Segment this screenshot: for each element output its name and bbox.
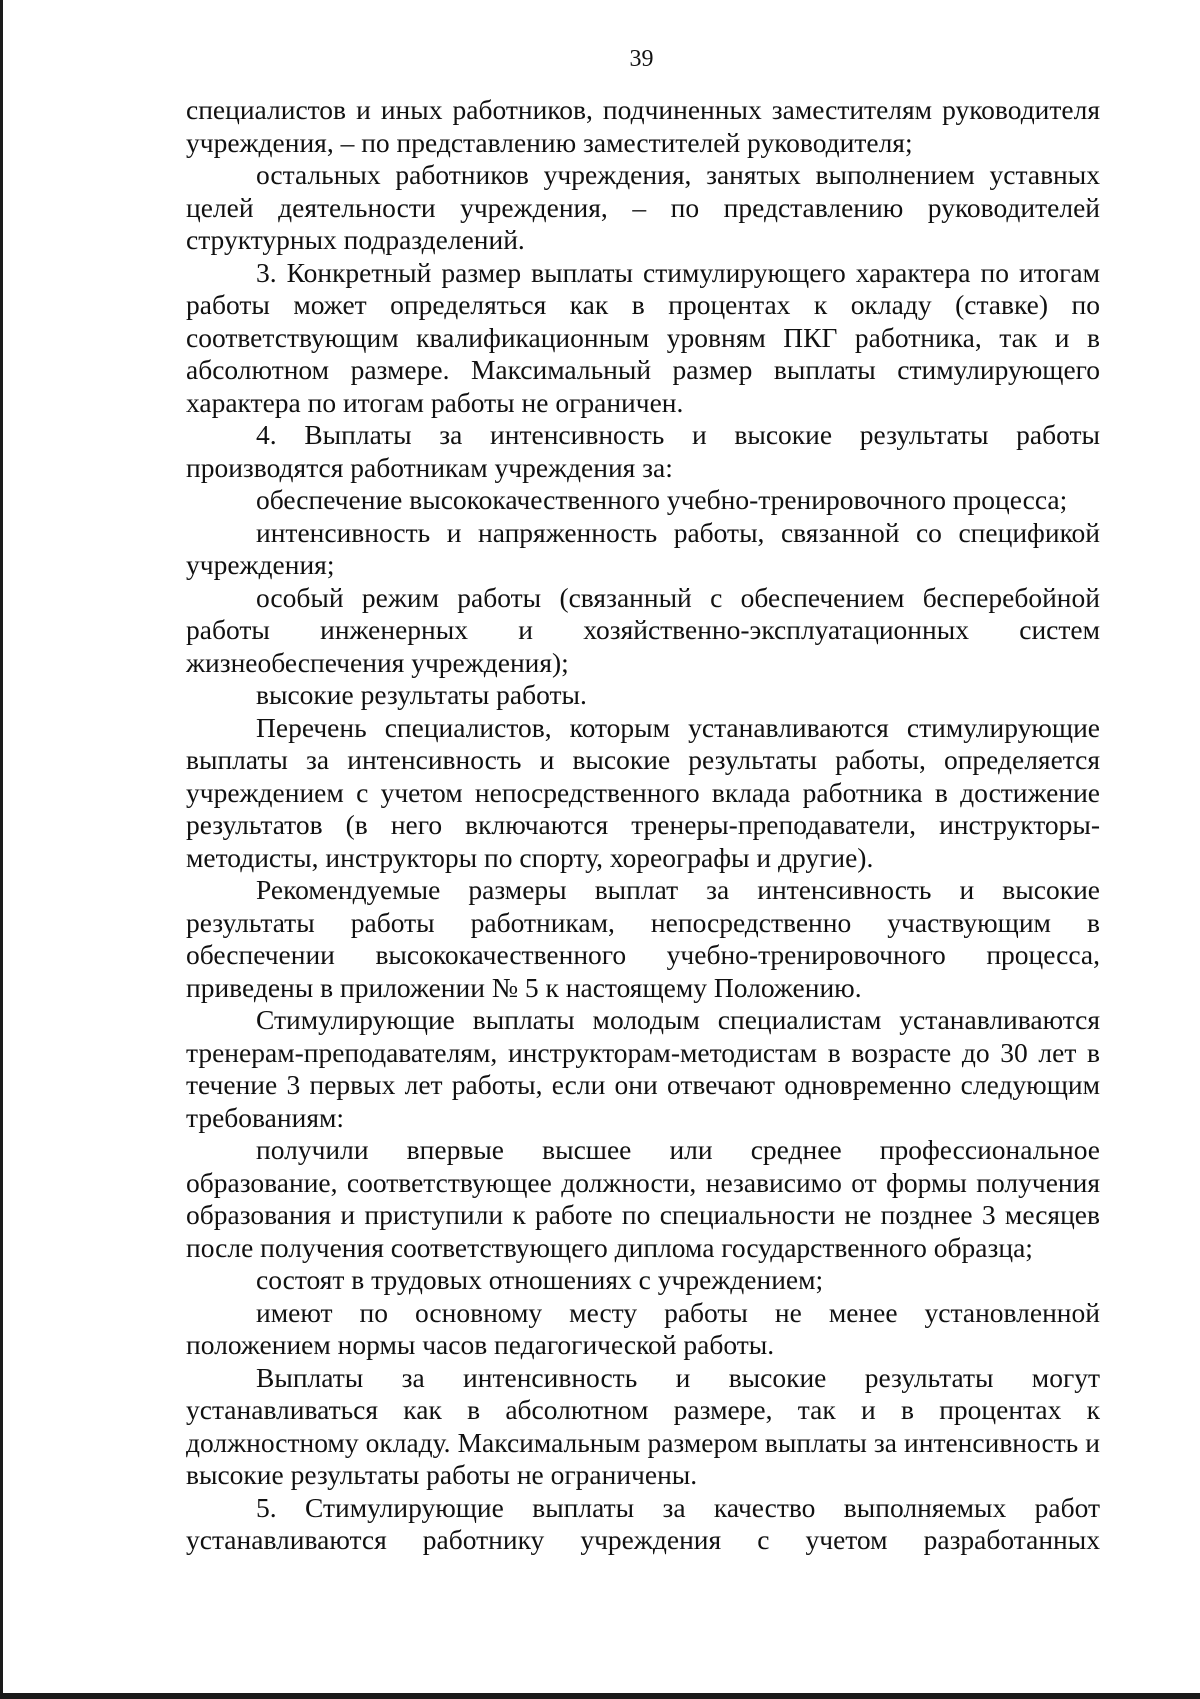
paragraph: получили впервые высшее или среднее профессиональное образование, соответствующее должности, независимо от формы получения образования и приступили к работе по специальности не позднее 3 месяцев после получения соответствующего диплома государственного образца; [186,1134,1100,1263]
paragraph: обеспечение высококачественного учебно-тренировочного процесса; [256,484,1068,515]
paragraph: 3. Конкретный размер выплаты стимулирующего характера по итогам работы может определяться как в процентах к окладу (ставке) по соответствующим квалификационным уровням ПКГ работника, так и в абсолютном размере. Максимальный размер выплаты стимулирующего характера по итогам работы не ограничен. [186,256,1100,418]
paragraph: Рекомендуемые размеры выплат за интенсивность и высокие результаты работы работникам, непосредственно участвующим в обеспечении высококачественного учебно-тренировочного процесса, приведены в приложении № 5 к настоящему Положению. [186,874,1100,1003]
document-body [186,94,1100,1557]
paragraph: высокие результаты работы. [256,679,587,710]
paragraph: состоят в трудовых отношениях с учреждением; [256,1264,824,1295]
paragraph: особый режим работы (связанный с обеспечением бесперебойной работы инженерных и хозяйственно-эксплуатационных систем жизнеобеспечения учреждения); [186,581,1100,678]
paragraph: специалистов и иных работников, подчиненных заместителям руководителя учреждения, – по представлению заместителей руководителя; [186,94,1100,158]
paragraph: 5. Стимулирующие выплаты за качество выполняемых работ устанавливаются работнику учреждения с учетом разработанных [186,1491,1100,1555]
paragraph: 4. Выплаты за интенсивность и высокие результаты работы производятся работникам учреждения за: [186,419,1100,483]
paragraph: Стимулирующие выплаты молодым специалистам устанавливаются тренерам-преподавателям, инструкторам-методистам в возрасте до 30 лет в течение 3 первых лет работы, если они отвечают одновременно следующим требованиям: [186,1004,1100,1133]
paragraph: имеют по основному месту работы не менее установленной положением нормы часов педагогической работы. [186,1296,1100,1360]
paragraph: Выплаты за интенсивность и высокие результаты могут устанавливаться как в абсолютном размере, так и в процентах к должностному окладу. Максимальным размером выплаты за интенсивность и высокие результаты работы не ограничены. [186,1361,1100,1490]
page-number: 39 [629,46,654,72]
scan-edge-bottom [0,1693,1200,1699]
paragraph: остальных работников учреждения, занятых выполнением уставных целей деятельности учреждения, – по представлению руководителей структурных подразделений. [186,159,1100,255]
paragraph: интенсивность и напряженность работы, связанной со спецификой учреждения; [186,516,1100,580]
paragraph: Перечень специалистов, которым устанавливаются стимулирующие выплаты за интенсивность и высокие результаты работы, определяется учреждением с учетом непосредственного вклада работника в достижение результатов (в него включаются тренеры-преподаватели, инструкторы-методисты, инструкторы по спорту, хореографы и другие). [186,711,1100,873]
scan-edge-left [0,0,3,1699]
